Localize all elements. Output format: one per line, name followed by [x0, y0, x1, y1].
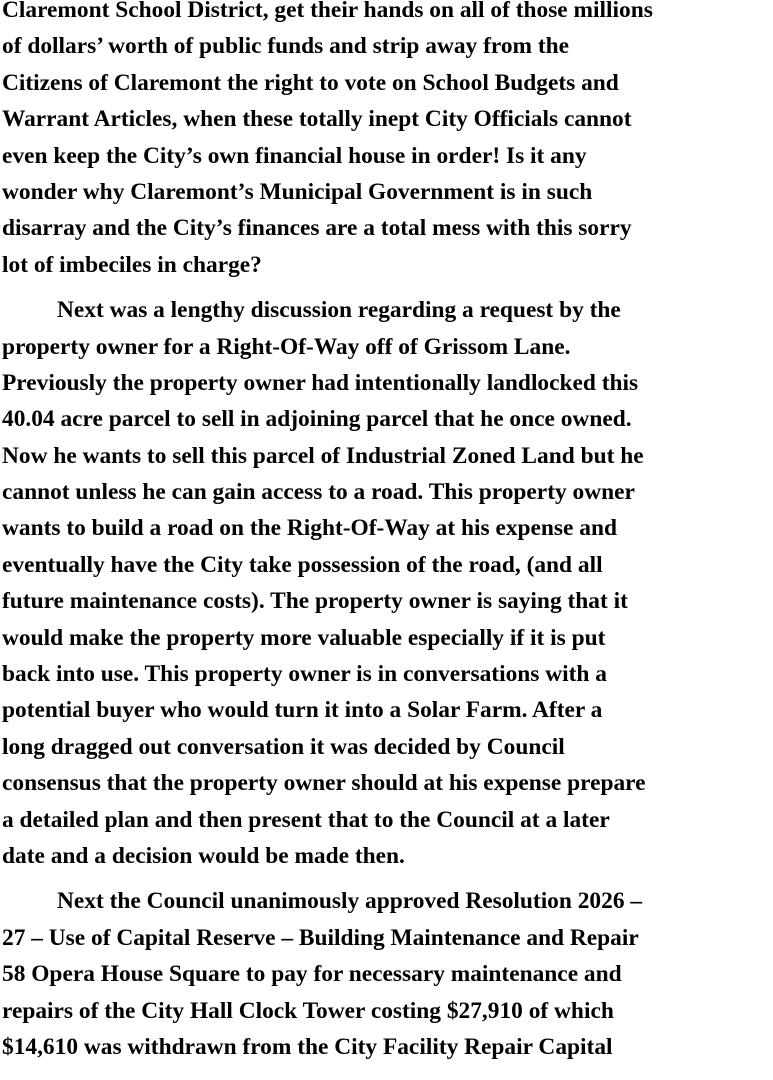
- text-line: back into use. This property owner is in conversations with a: [2, 661, 607, 688]
- text-line: 40.04 acre parcel to sell in adjoining parcel that he once owned.: [2, 406, 632, 433]
- text-line: long dragged out conversation it was decided by Council: [2, 733, 565, 760]
- text-line: Warrant Articles, when these totally inept City Officials cannot: [2, 106, 632, 133]
- text-line: wants to build a road on the Right-Of-Way at his expense and: [2, 515, 617, 542]
- paragraph-2: [2, 292, 770, 874]
- text-line: potential buyer who would turn it into a Solar Farm. After a: [2, 697, 603, 724]
- text-line: $14,610 was withdrawn from the City Facility Repair Capital: [2, 1033, 613, 1060]
- text-line: Next the Council unanimously approved Resolution 2026 –: [57, 888, 643, 915]
- text-line: Claremont School District, get their hands on all of those millions: [2, 0, 653, 23]
- text-line: of dollars’ worth of public funds and strip away from the: [2, 33, 570, 60]
- text-line: future maintenance costs). The property owner is saying that it: [2, 588, 628, 615]
- text-line: a detailed plan and then present that to the Council at a later: [2, 806, 610, 833]
- text-line: date and a decision would be made then.: [2, 842, 405, 869]
- text-line: lot of imbeciles in charge?: [2, 251, 262, 278]
- text-line: cannot unless he can gain access to a road. This property owner: [2, 479, 635, 506]
- text-line: even keep the City’s own financial house in order! Is it any: [2, 142, 587, 169]
- text-line: would make the property more valuable especially if it is put: [2, 624, 606, 651]
- text-line: Next was a lengthy discussion regarding a request by the: [57, 297, 621, 324]
- text-line: consensus that the property owner should at his expense prepare: [2, 770, 646, 797]
- text-line: disarray and the City’s finances are a total mess with this sorry: [2, 215, 632, 242]
- text-line: wonder why Claremont’s Municipal Government is in such: [2, 178, 593, 205]
- text-line: 27 – Use of Capital Reserve – Building Maintenance and Repair: [2, 924, 639, 951]
- text-line: Now he wants to sell this parcel of Industrial Zoned Land but he: [2, 442, 644, 469]
- text-line: repairs of the City Hall Clock Tower costing $27,910 of which: [2, 997, 614, 1024]
- text-line: Citizens of Claremont the right to vote on School Budgets and: [2, 69, 619, 96]
- text-line: eventually have the City take possession of the road, (and all: [2, 551, 603, 578]
- text-line: 58 Opera House Square to pay for necessary maintenance and: [2, 961, 622, 988]
- paragraph-1: [2, 0, 770, 283]
- document-page: [2, 0, 770, 1074]
- paragraph-3: [2, 883, 770, 1065]
- text-line: Previously the property owner had intentionally landlocked this: [2, 369, 639, 396]
- text-line: property owner for a Right-Of-Way off of Grissom Lane.: [2, 333, 571, 360]
